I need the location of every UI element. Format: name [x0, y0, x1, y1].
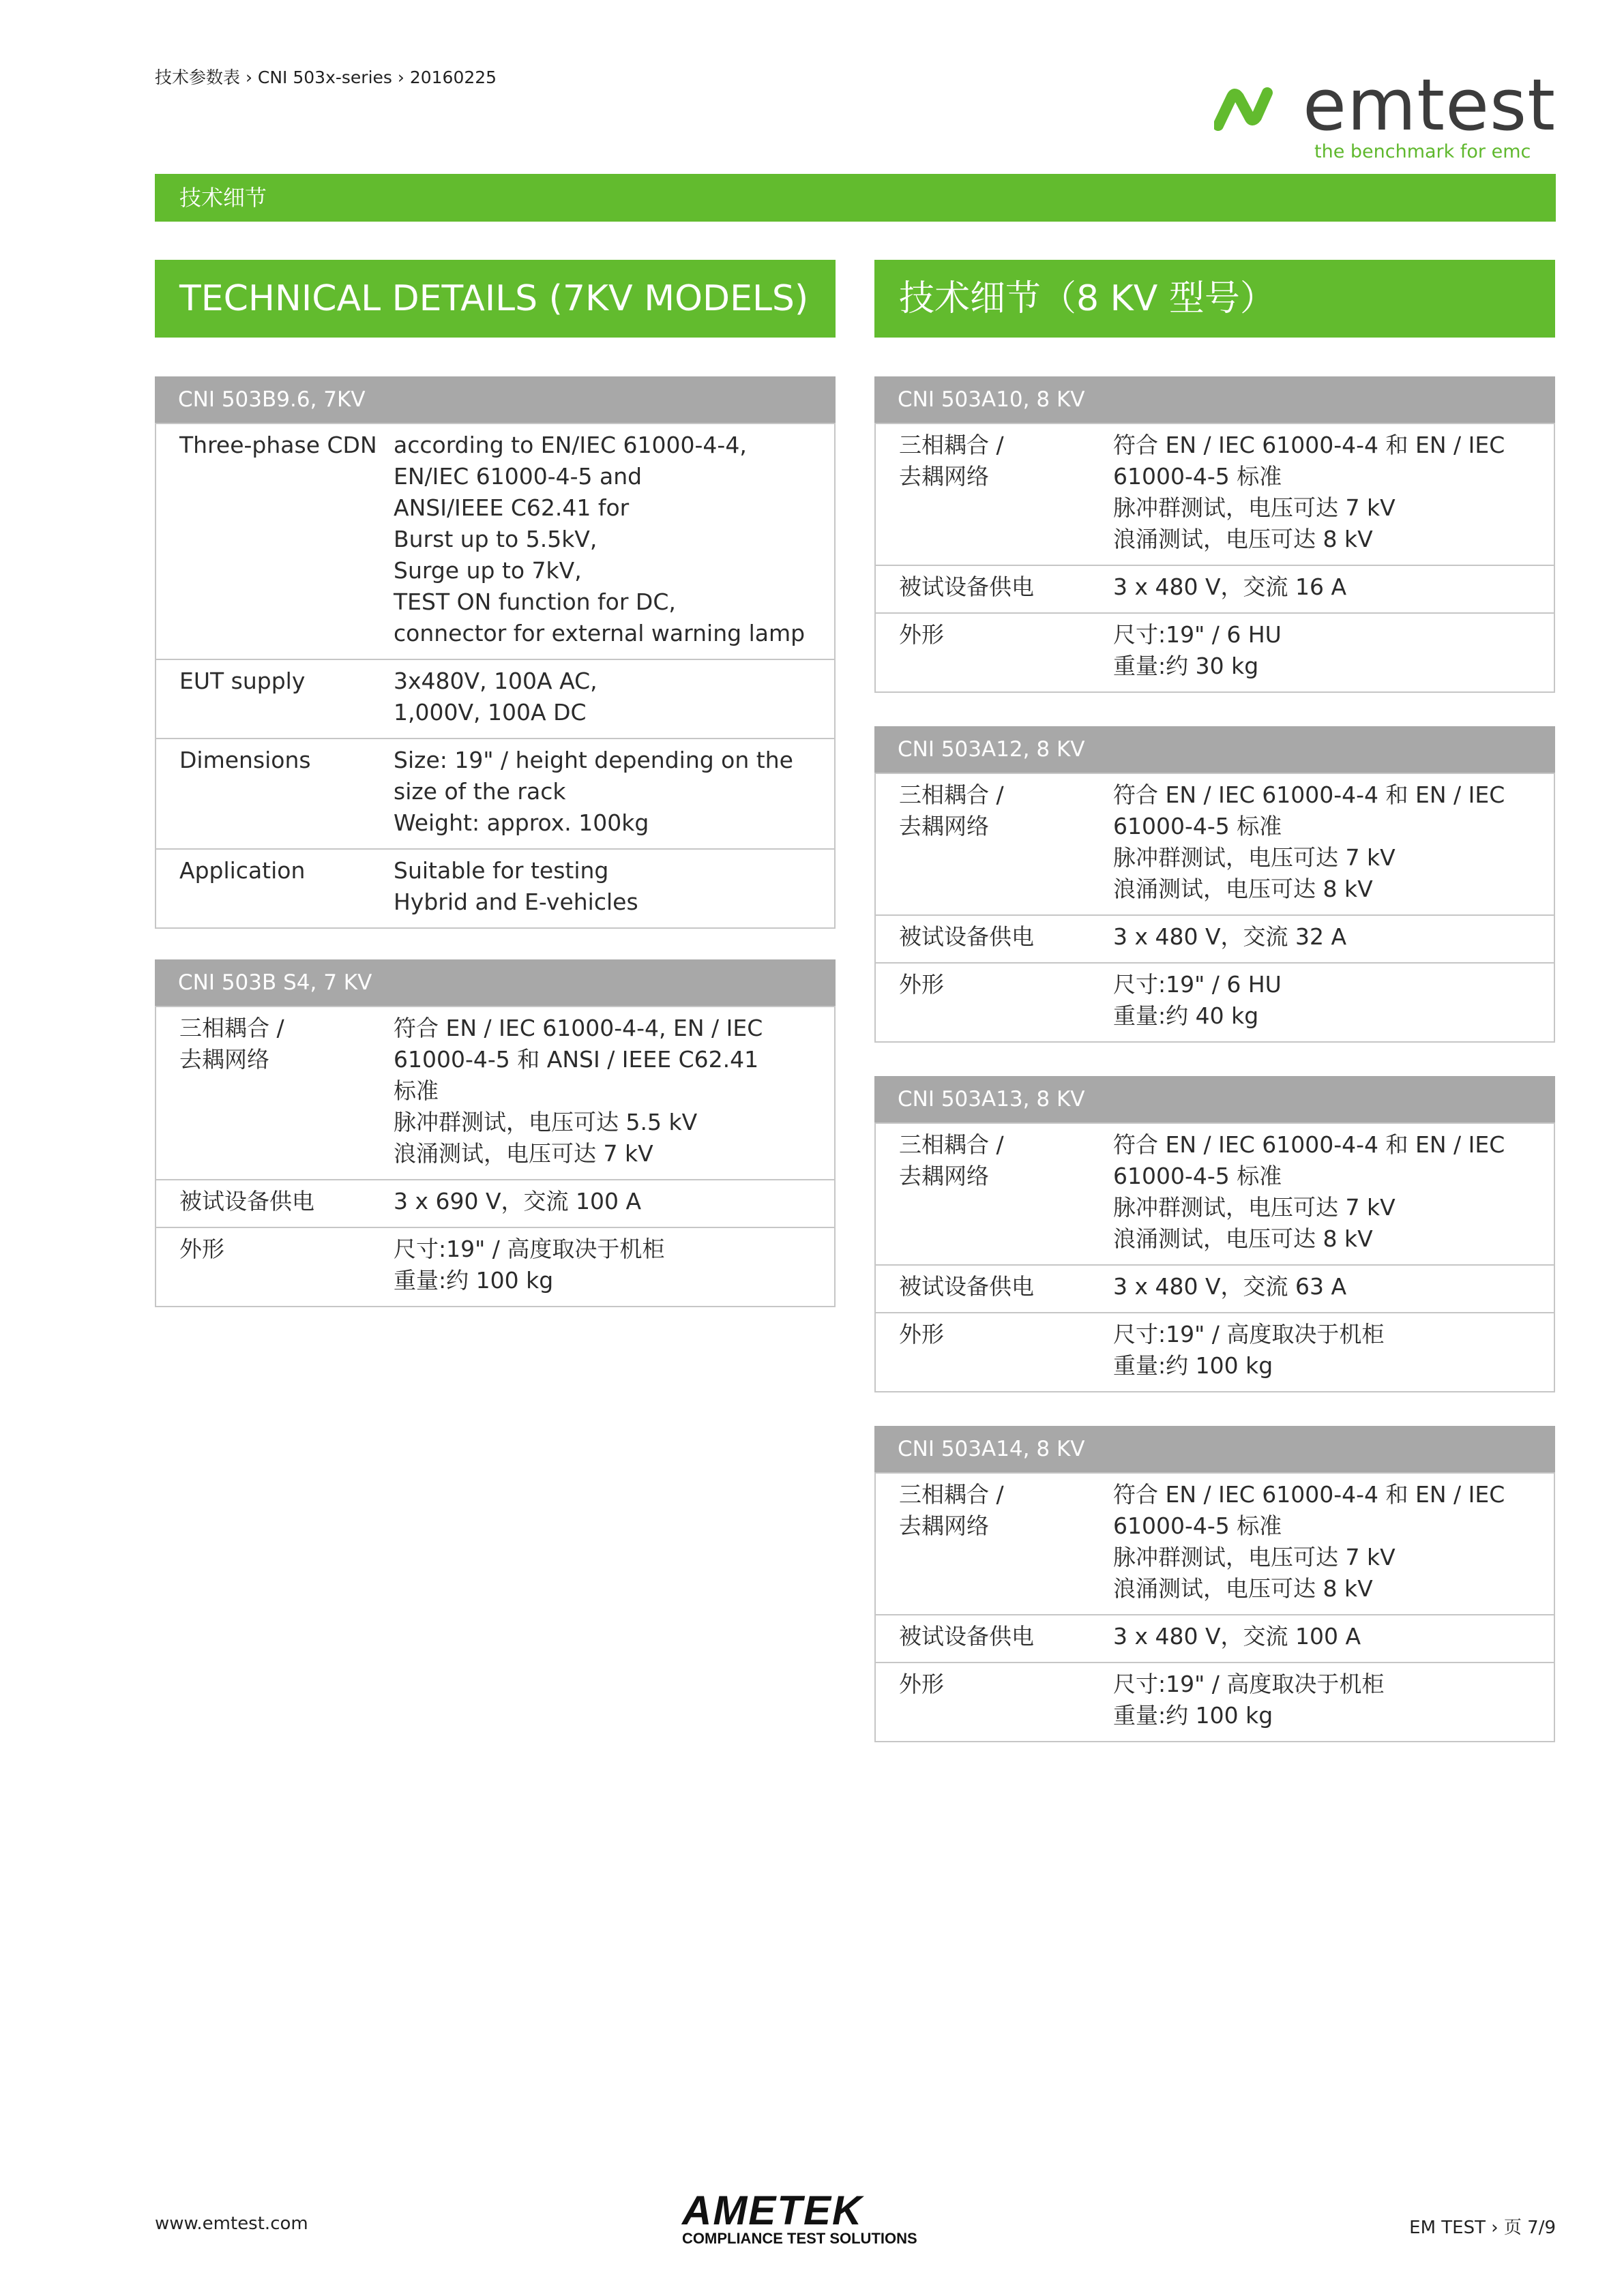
spec-value-line: 3 x 480 V，交流 16 A — [1113, 573, 1347, 600]
spec-label-line: EUT supply — [179, 668, 306, 694]
ametek-wordmark: AMETEK — [682, 2188, 863, 2233]
spec-value-line: 脉冲群测试，电压可达 7 kV — [1113, 844, 1396, 871]
spec-value-line: Weight: approx. 100kg — [394, 809, 649, 836]
spec-label — [876, 1474, 1113, 1614]
spec-value-line: 61000-4-5 标准 — [1113, 1163, 1282, 1189]
spec-label — [156, 1180, 394, 1227]
spec-table-title: CNI 503A12, 8 KV — [874, 726, 1555, 773]
footer-website[interactable]: www.emtest.com — [155, 2213, 308, 2234]
spec-value-line: Hybrid and E-vehicles — [394, 889, 638, 915]
spec-row — [876, 962, 1554, 1041]
spec-label-line: 去耦网络 — [899, 813, 989, 839]
spec-value — [1113, 1266, 1554, 1312]
spec-label-line: 三相耦合 / — [899, 1131, 1004, 1158]
spec-table-title: CNI 503B S4, 7 KV — [155, 959, 836, 1006]
spec-value-line: Surge up to 7kV, — [394, 557, 582, 584]
spec-label-line: 去耦网络 — [179, 1046, 269, 1073]
spec-value-line: EN/IEC 61000-4-5 and — [394, 463, 643, 490]
spec-label-line: 被试设备供电 — [899, 573, 1034, 600]
spec-value-line: 3 x 480 V，交流 100 A — [1113, 1623, 1361, 1650]
spec-value-line: 脉冲群测试，电压可达 7 kV — [1113, 1544, 1396, 1570]
spec-value-line: 61000-4-5 标准 — [1113, 463, 1282, 490]
spec-table — [874, 726, 1555, 1043]
spec-value-line: size of the rack — [394, 778, 566, 805]
spec-row — [156, 738, 834, 848]
spec-row — [876, 423, 1554, 565]
spec-value-line: 重量:约 100 kg — [1113, 1352, 1273, 1379]
breadcrumb: 技术参数表 › CNI 503x-series › 20160225 — [155, 68, 497, 87]
spec-table-title: CNI 503B9.6, 7KV — [155, 376, 836, 423]
spec-value — [394, 1228, 834, 1306]
spec-value-line: connector for external warning lamp — [394, 620, 806, 646]
spec-table — [874, 376, 1555, 693]
spec-table-title: CNI 503A14, 8 KV — [874, 1426, 1555, 1472]
spec-label-line: Dimensions — [179, 747, 311, 773]
spec-value — [394, 739, 834, 848]
spec-value-line: 符合 EN / IEC 61000-4-4 和 EN / IEC — [1113, 1131, 1505, 1158]
spec-label-line: 外形 — [179, 1236, 224, 1262]
spec-row — [156, 848, 834, 927]
spec-label — [876, 1313, 1113, 1391]
spec-table — [874, 1426, 1555, 1742]
spec-label — [876, 1615, 1113, 1662]
spec-label-line: 去耦网络 — [899, 463, 989, 490]
spec-value-line: 浪涌测试，电压可达 8 kV — [1113, 526, 1373, 552]
spec-value-line: ANSI/IEEE C62.41 for — [394, 494, 630, 521]
spec-label — [156, 739, 394, 848]
spec-table-title: CNI 503A13, 8 KV — [874, 1076, 1555, 1122]
spec-value-line: 61000-4-5 和 ANSI / IEEE C62.41 — [394, 1046, 759, 1073]
spec-label-line: 去耦网络 — [899, 1512, 989, 1539]
spec-value-line: 符合 EN / IEC 61000-4-4 和 EN / IEC — [1113, 781, 1505, 808]
spec-value-line: 重量:约 30 kg — [1113, 653, 1259, 679]
spec-label — [156, 1007, 394, 1179]
spec-row — [876, 565, 1554, 612]
spec-value-line: 尺寸:19" / 高度取决于机柜 — [1113, 1321, 1385, 1347]
spec-value — [1113, 1313, 1554, 1391]
spec-label — [876, 424, 1113, 565]
spec-table — [155, 376, 836, 929]
spec-label-line: 被试设备供电 — [179, 1188, 314, 1214]
spec-row — [156, 1227, 834, 1306]
ametek-subtitle: COMPLIANCE TEST SOLUTIONS — [682, 2230, 917, 2247]
spec-value-line: 脉冲群测试，电压可达 7 kV — [1113, 1194, 1396, 1221]
spec-value — [1113, 774, 1554, 914]
spec-label — [876, 1266, 1113, 1312]
spec-value-line: 重量:约 100 kg — [1113, 1702, 1273, 1729]
spec-label — [876, 1663, 1113, 1741]
spec-label-line: 被试设备供电 — [899, 1273, 1034, 1300]
spec-label — [876, 614, 1113, 691]
spec-value-line: 3x480V, 100A AC, — [394, 668, 597, 694]
spec-row — [876, 1312, 1554, 1391]
spec-label-line: 三相耦合 / — [899, 1481, 1004, 1508]
spec-label — [156, 424, 394, 659]
section-bar: 技术细节 — [155, 174, 1556, 222]
spec-label-line: 被试设备供电 — [899, 923, 1034, 950]
spec-label-line: Application — [179, 857, 306, 884]
spec-label — [876, 1124, 1113, 1264]
spec-value-line: 尺寸:19" / 高度取决于机柜 — [1113, 1671, 1385, 1697]
emtest-wave-icon — [1214, 85, 1296, 132]
spec-value-line: 符合 EN / IEC 61000-4-4 和 EN / IEC — [1113, 432, 1505, 458]
spec-row — [156, 1179, 834, 1227]
spec-value — [1113, 614, 1554, 691]
spec-value-line: 重量:约 100 kg — [394, 1267, 554, 1294]
spec-value-line: 重量:约 40 kg — [1113, 1002, 1259, 1029]
spec-table — [874, 1076, 1555, 1392]
spec-row — [876, 1472, 1554, 1614]
spec-label — [876, 774, 1113, 914]
spec-value-line: 尺寸:19" / 高度取决于机柜 — [394, 1236, 665, 1262]
spec-value — [1113, 1615, 1554, 1662]
spec-value-line: Suitable for testing — [394, 857, 609, 884]
spec-value — [1113, 1474, 1554, 1614]
spec-value — [394, 660, 834, 738]
ametek-logo — [682, 2190, 941, 2252]
spec-label — [156, 850, 394, 927]
right-column-title: 技术细节（8 KV 型号） — [874, 260, 1555, 338]
spec-value — [394, 1180, 834, 1227]
spec-label — [876, 964, 1113, 1041]
spec-value-line: Size: 19" / height depending on the — [394, 747, 793, 773]
spec-value-line: 符合 EN / IEC 61000-4-4, EN / IEC — [394, 1015, 763, 1041]
spec-label-line: 三相耦合 / — [179, 1015, 284, 1041]
spec-value — [1113, 1124, 1554, 1264]
spec-value-line: 3 x 690 V，交流 100 A — [394, 1188, 642, 1214]
page-number: EM TEST › 页 7/9 — [1409, 2218, 1556, 2238]
logo-text: emtest — [1303, 63, 1556, 147]
spec-table — [155, 959, 836, 1307]
spec-value-line: 61000-4-5 标准 — [1113, 1512, 1282, 1539]
spec-row — [876, 773, 1554, 914]
spec-label — [156, 660, 394, 738]
spec-row — [156, 1006, 834, 1179]
spec-label-line: Three-phase CDN — [179, 432, 377, 458]
spec-label-line: 外形 — [899, 1321, 944, 1347]
spec-value-line: 浪涌测试，电压可达 7 kV — [394, 1140, 653, 1167]
spec-value — [394, 1007, 834, 1179]
spec-value-line: 3 x 480 V，交流 63 A — [1113, 1273, 1347, 1300]
spec-value-line: 尺寸:19" / 6 HU — [1113, 971, 1282, 998]
spec-row — [156, 659, 834, 738]
spec-value-line: 符合 EN / IEC 61000-4-4 和 EN / IEC — [1113, 1481, 1505, 1508]
spec-value-line: 61000-4-5 标准 — [1113, 813, 1282, 839]
spec-row — [876, 612, 1554, 691]
spec-value — [1113, 566, 1554, 612]
spec-row — [876, 1662, 1554, 1741]
spec-value-line: 1,000V, 100A DC — [394, 699, 587, 726]
spec-row — [876, 1614, 1554, 1662]
logo-tagline: the benchmark for emc — [1314, 141, 1531, 162]
left-column-title: TECHNICAL DETAILS (7KV MODELS) — [155, 260, 836, 338]
spec-value-line: 脉冲群测试，电压可达 5.5 kV — [394, 1109, 698, 1135]
spec-label-line: 外形 — [899, 621, 944, 648]
spec-label-line: 三相耦合 / — [899, 432, 1004, 458]
spec-value — [394, 424, 834, 659]
spec-table-title: CNI 503A10, 8 KV — [874, 376, 1555, 423]
spec-value-line: 3 x 480 V，交流 32 A — [1113, 923, 1347, 950]
emtest-logo — [1214, 63, 1556, 172]
spec-value-line: 脉冲群测试，电压可达 7 kV — [1113, 494, 1396, 521]
spec-value-line: according to EN/IEC 61000-4-4, — [394, 432, 747, 458]
spec-label-line: 三相耦合 / — [899, 781, 1004, 808]
spec-value-line: 浪涌测试，电压可达 8 kV — [1113, 876, 1373, 902]
spec-value — [1113, 424, 1554, 565]
spec-label-line: 外形 — [899, 971, 944, 998]
spec-row — [876, 1264, 1554, 1312]
spec-label-line: 被试设备供电 — [899, 1623, 1034, 1650]
spec-value-line: 浪涌测试，电压可达 8 kV — [1113, 1225, 1373, 1252]
spec-row — [156, 423, 834, 659]
spec-label — [876, 916, 1113, 962]
spec-value-line: 浪涌测试，电压可达 8 kV — [1113, 1575, 1373, 1602]
spec-label-line: 去耦网络 — [899, 1163, 989, 1189]
spec-value-line: 尺寸:19" / 6 HU — [1113, 621, 1282, 648]
spec-label — [156, 1228, 394, 1306]
spec-label-line: 外形 — [899, 1671, 944, 1697]
spec-label — [876, 566, 1113, 612]
spec-value — [1113, 964, 1554, 1041]
spec-row — [876, 1122, 1554, 1264]
spec-value-line: Burst up to 5.5kV, — [394, 526, 597, 552]
spec-value-line: 标准 — [394, 1077, 439, 1104]
spec-value-line: TEST ON function for DC, — [394, 588, 676, 615]
spec-value — [1113, 1663, 1554, 1741]
spec-value — [394, 850, 834, 927]
spec-value — [1113, 916, 1554, 962]
spec-row — [876, 914, 1554, 962]
